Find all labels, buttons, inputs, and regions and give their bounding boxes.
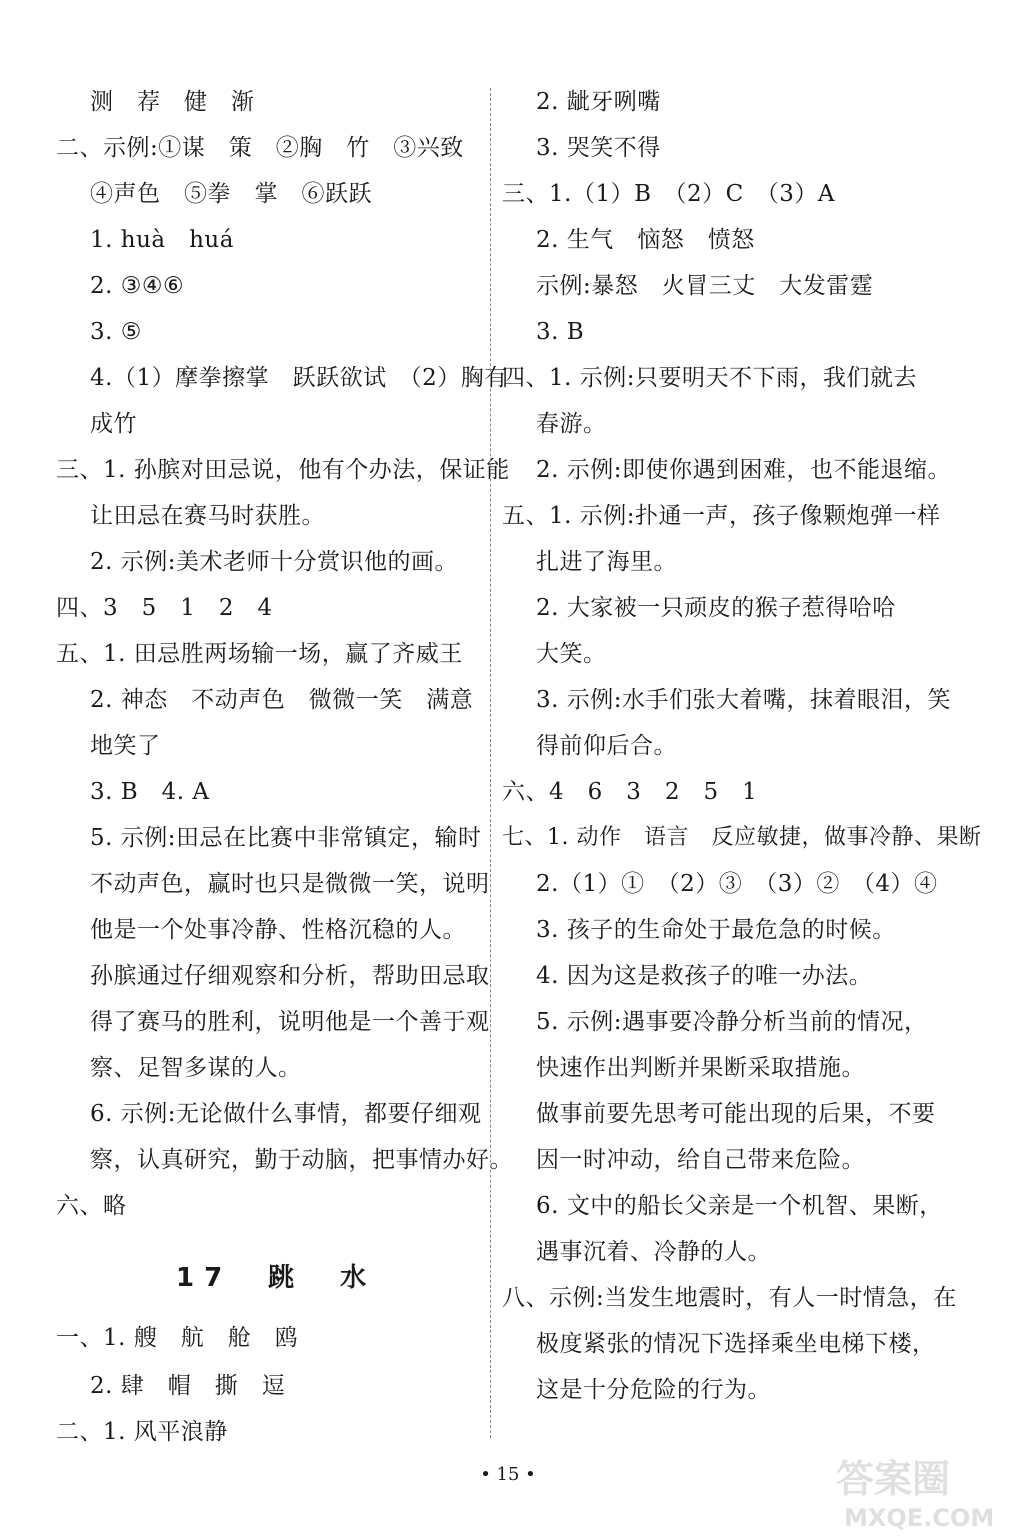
answer-line: ④声色 ⑤拳 掌 ⑥跃跃 <box>90 181 372 207</box>
answer-line: 3. 哭笑不得 <box>536 135 661 161</box>
answer-line: 快速作出判断并果断采取措施。 <box>536 1055 865 1081</box>
answer-line: 4.（1）摩拳擦掌 跃跃欲试 （2）胸有 <box>90 365 508 391</box>
answer-line: 因一时冲动，给自己带来危险。 <box>536 1147 865 1173</box>
answer-line: 遇事沉着、冷静的人。 <box>536 1239 771 1265</box>
answer-line: 五、1. 示例:扑通一声，孩子像颗炮弹一样 <box>502 503 941 529</box>
answer-line: 2. ③④⑥ <box>90 273 185 299</box>
watermark-logo <box>830 1448 1012 1532</box>
answer-line: 察、足智多谋的人。 <box>90 1055 302 1081</box>
answer-line: 六、4 6 3 2 5 1 <box>502 779 758 805</box>
answer-line: 扎进了海里。 <box>536 549 677 575</box>
answer-line: 3. B 4. A <box>90 779 210 805</box>
answer-line: 这是十分危险的行为。 <box>536 1377 771 1403</box>
answer-line: 2. 示例:即使你遇到困难，也不能退缩。 <box>536 457 952 483</box>
answer-line: 极度紧张的情况下选择乘坐电梯下楼， <box>536 1331 936 1357</box>
answer-line: 三、1. 孙膑对田忌说，他有个办法，保证能 <box>56 457 510 483</box>
answer-line: 察，认真研究，勤于动脑，把事情办好。 <box>90 1147 513 1173</box>
answer-line: 一、1. 艘 航 舱 鸥 <box>56 1325 299 1351</box>
answer-line: 6. 文中的船长父亲是一个机智、果断， <box>536 1193 943 1219</box>
answer-line: 二、1. 风平浪静 <box>56 1419 228 1445</box>
answer-line: 6. 示例:无论做什么事情，都要仔细观 <box>90 1101 482 1127</box>
svg-text:答案圈: 答案圈 <box>836 1457 951 1501</box>
column-divider <box>490 88 491 1438</box>
answer-line: 2. 生气 恼怒 愤怒 <box>536 227 755 253</box>
answer-line: 八、示例:当发生地震时，有人一时情急，在 <box>502 1285 957 1311</box>
page-number: • 15 • <box>480 1464 536 1485</box>
answer-line: 二、示例:①谋 策 ②胸 竹 ③兴致 <box>56 135 464 161</box>
answer-line: 1. huà huá <box>90 227 234 253</box>
answer-line: 示例:暴怒 火冒三丈 大发雷霆 <box>536 273 874 299</box>
section-title: 17 跳 水 <box>176 1263 377 1293</box>
answer-line: 测 荐 健 渐 <box>90 89 255 115</box>
answer-line: 2. 肆 帽 撕 逗 <box>90 1373 286 1399</box>
answer-line: 不动声色，赢时也只是微微一笑，说明 <box>90 871 490 897</box>
answer-line: 他是一个处事冷静、性格沉稳的人。 <box>90 917 466 943</box>
answer-line: 得了赛马的胜利，说明他是一个善于观 <box>90 1009 490 1035</box>
answer-line: 成竹 <box>90 411 137 437</box>
answer-line: 2.（1）① （2）③ （3）② （4）④ <box>536 871 938 897</box>
answer-line: 3. 孩子的生命处于最危急的时候。 <box>536 917 896 943</box>
answer-line: 三、1.（1）B （2）C （3）A <box>502 181 835 207</box>
answer-line: 4. 因为这是救孩子的唯一办法。 <box>536 963 873 989</box>
answer-line: 四、3 5 1 2 4 <box>56 595 273 621</box>
answer-line: 3. 示例:水手们张大着嘴，抹着眼泪，笑 <box>536 687 952 713</box>
answer-line: 5. 示例:田忌在比赛中非常镇定，输时 <box>90 825 482 851</box>
svg-text:MXQE.COM: MXQE.COM <box>844 1504 995 1532</box>
answer-line: 做事前要先思考可能出现的后果，不要 <box>536 1101 936 1127</box>
answer-line: 让田忌在赛马时获胜。 <box>90 503 325 529</box>
answer-line: 四、1. 示例:只要明天不下雨，我们就去 <box>502 365 918 391</box>
answer-line: 5. 示例:遇事要冷静分析当前的情况， <box>536 1009 928 1035</box>
answer-line: 2. 龇牙咧嘴 <box>536 89 661 115</box>
answer-line: 六、略 <box>56 1193 127 1219</box>
answer-line: 3. B <box>536 319 585 345</box>
answer-line: 3. ⑤ <box>90 319 142 345</box>
answer-line: 七、1. 动作 语言 反应敏捷，做事冷静、果断 <box>502 825 982 850</box>
answer-line: 五、1. 田忌胜两场输一场，赢了齐威王 <box>56 641 463 667</box>
answer-line: 地笑了 <box>90 733 161 759</box>
answer-line: 2. 示例:美术老师十分赏识他的画。 <box>90 549 459 575</box>
answer-line: 春游。 <box>536 411 607 437</box>
answer-line: 2. 大家被一只顽皮的猴子惹得哈哈 <box>536 595 896 621</box>
answer-line: 得前仰后合。 <box>536 733 677 759</box>
answer-line: 大笑。 <box>536 641 607 667</box>
answer-line: 孙膑通过仔细观察和分析，帮助田忌取 <box>90 963 490 989</box>
answer-line: 2. 神态 不动声色 微微一笑 满意 <box>90 687 474 713</box>
